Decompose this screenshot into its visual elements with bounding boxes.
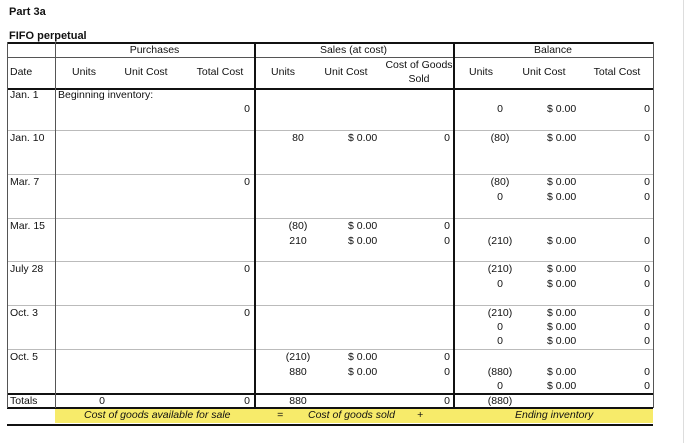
balance-units[interactable]: 0 — [497, 321, 503, 333]
row-date: July 28 — [10, 263, 44, 275]
sales-cogs[interactable]: 0 — [444, 235, 450, 247]
date-col-header: Date — [10, 66, 33, 78]
balance-total-cost[interactable]: 0 — [644, 321, 650, 333]
sales-header: Sales (at cost) — [319, 44, 388, 56]
row-date: Mar. 15 — [10, 220, 46, 232]
balance-total-cost[interactable]: 0 — [644, 366, 650, 378]
b-unit-cost-header: Unit Cost — [522, 66, 566, 78]
totals-sales-units[interactable]: 880 — [289, 395, 307, 407]
part-title: Part 3a — [9, 6, 46, 18]
scrollbar-track[interactable] — [683, 0, 700, 443]
balance-unit-cost[interactable]: $ 0.00 — [547, 103, 577, 115]
balance-units[interactable]: 0 — [497, 380, 503, 392]
purchase-total-cost[interactable]: 0 — [244, 263, 250, 275]
purchase-total-cost[interactable]: 0 — [244, 103, 250, 115]
sales-cogs[interactable]: 0 — [444, 132, 450, 144]
balance-units[interactable]: 0 — [497, 103, 503, 115]
balance-unit-cost[interactable]: $ 0.00 — [547, 366, 577, 378]
sales-cogs[interactable]: 0 — [444, 366, 450, 378]
totals-label: Totals — [10, 395, 38, 407]
row-date: Jan. 1 — [10, 89, 39, 101]
sales-units[interactable]: 80 — [292, 132, 304, 144]
purchase-total-cost[interactable]: 0 — [244, 176, 250, 188]
p-total-cost-header: Total Cost — [196, 66, 244, 78]
balance-units[interactable]: (880) — [487, 366, 513, 378]
sales-unit-cost[interactable]: $ 0.00 — [348, 235, 378, 247]
ending-inventory-label: Ending inventory — [515, 409, 594, 421]
p-units-header: Units — [72, 66, 96, 78]
balance-unit-cost[interactable]: $ 0.00 — [547, 278, 577, 290]
b-total-cost-header: Total Cost — [593, 66, 641, 78]
totals-purchase-total-cost[interactable]: 0 — [244, 395, 250, 407]
totals-balance-units[interactable]: (880) — [487, 395, 513, 407]
balance-total-cost[interactable]: 0 — [644, 278, 650, 290]
balance-total-cost[interactable]: 0 — [644, 132, 650, 144]
balance-total-cost[interactable]: 0 — [644, 380, 650, 392]
sales-unit-cost[interactable]: $ 0.00 — [348, 351, 378, 363]
row-date: Jan. 10 — [10, 132, 45, 144]
s-units-header: Units — [271, 66, 295, 78]
sales-units[interactable]: 210 — [289, 235, 307, 247]
balance-unit-cost[interactable]: $ 0.00 — [547, 235, 577, 247]
balance-total-cost[interactable]: 0 — [644, 176, 650, 188]
row-date: Oct. 3 — [10, 307, 39, 319]
balance-units[interactable]: 0 — [497, 335, 503, 347]
plus-sign: + — [417, 409, 424, 421]
b-units-header: Units — [469, 66, 493, 78]
row-date: Oct. 5 — [10, 351, 39, 363]
balance-units[interactable]: (80) — [490, 132, 510, 144]
sales-unit-cost[interactable]: $ 0.00 — [348, 132, 378, 144]
table-title: FIFO perpetual — [9, 30, 87, 42]
sales-units[interactable]: (80) — [288, 220, 308, 232]
balance-units[interactable]: 0 — [497, 278, 503, 290]
balance-total-cost[interactable]: 0 — [644, 307, 650, 319]
sales-unit-cost[interactable]: $ 0.00 — [348, 366, 378, 378]
balance-unit-cost[interactable]: $ 0.00 — [547, 132, 577, 144]
s-cogs-header-line1: Cost of Goods — [385, 59, 453, 71]
balance-total-cost[interactable]: 0 — [644, 263, 650, 275]
balance-unit-cost[interactable]: $ 0.00 — [547, 307, 577, 319]
sales-units[interactable]: 880 — [289, 366, 307, 378]
totals-sales-cogs[interactable]: 0 — [444, 395, 450, 407]
s-unit-cost-header: Unit Cost — [324, 66, 368, 78]
balance-unit-cost[interactable]: $ 0.00 — [547, 321, 577, 333]
balance-unit-cost[interactable]: $ 0.00 — [547, 263, 577, 275]
beginning-inventory-label: Beginning inventory: — [58, 89, 154, 101]
balance-total-cost[interactable]: 0 — [644, 235, 650, 247]
row-date: Mar. 7 — [10, 176, 40, 188]
balance-unit-cost[interactable]: $ 0.00 — [547, 380, 577, 392]
balance-units[interactable]: (210) — [487, 263, 513, 275]
sales-units[interactable]: (210) — [285, 351, 311, 363]
balance-total-cost[interactable]: 0 — [644, 103, 650, 115]
cogs-sold-label: Cost of goods sold — [308, 409, 395, 421]
sales-cogs[interactable]: 0 — [444, 351, 450, 363]
totals-purchase-units[interactable]: 0 — [99, 395, 105, 407]
sales-cogs[interactable]: 0 — [444, 220, 450, 232]
purchase-total-cost[interactable]: 0 — [244, 307, 250, 319]
sales-unit-cost[interactable]: $ 0.00 — [348, 220, 378, 232]
balance-units[interactable]: (80) — [490, 176, 510, 188]
balance-units[interactable]: (210) — [487, 235, 513, 247]
p-unit-cost-header: Unit Cost — [124, 66, 168, 78]
cogs-available-label: Cost of goods available for sale — [84, 409, 231, 421]
balance-unit-cost[interactable]: $ 0.00 — [547, 176, 577, 188]
balance-unit-cost[interactable]: $ 0.00 — [547, 335, 577, 347]
balance-total-cost[interactable]: 0 — [644, 191, 650, 203]
equals-sign: = — [277, 409, 284, 421]
balance-unit-cost[interactable]: $ 0.00 — [547, 191, 577, 203]
balance-header: Balance — [534, 44, 572, 56]
balance-units[interactable]: (210) — [487, 307, 513, 319]
purchases-header: Purchases — [129, 44, 180, 56]
balance-total-cost[interactable]: 0 — [644, 335, 650, 347]
s-cogs-header-line2: Sold — [408, 73, 430, 85]
balance-units[interactable]: 0 — [497, 191, 503, 203]
